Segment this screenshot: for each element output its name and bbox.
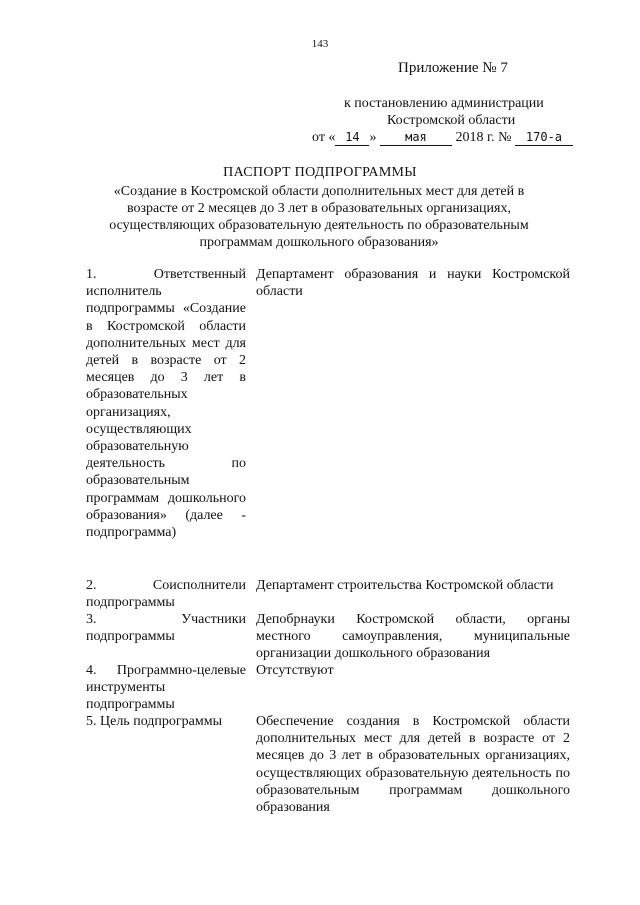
table-row (86, 266, 570, 577)
row-value: Департамент строительства Костромской области (256, 578, 554, 593)
row-value: Депобрнауки Костромской области, органы местного самоуправления, муниципальные организации дошкольного образования (256, 612, 570, 662)
row-label: 1. Ответственный исполнитель подпрограммы «Создание в Костромской области дополнительных мест для детей в возрасте от 2 месяцев до 3 лет в образовательных организациях, осуществляющих образовательную деятельность по образовательным программам дошкольного образования» (далее - подпрограмма) (86, 267, 246, 541)
page-number: 143 (311, 38, 329, 50)
date-month: мая (380, 130, 452, 146)
row-label: 3. Участники подпрограммы (86, 612, 246, 645)
passport-title: ПАСПОРТ ПОДПРОГРАММЫ (223, 165, 417, 180)
appendix-label: Приложение № 7 (398, 60, 508, 76)
table-row (86, 713, 570, 816)
row-value: Департамент образования и науки Костромской области (256, 267, 570, 300)
date-prefix: от « (312, 130, 336, 145)
table-row (86, 577, 570, 611)
date-mid: » (369, 130, 377, 145)
resolution-number: 170-а (515, 130, 573, 146)
resolution-reference: к постановлению администрации (344, 96, 544, 111)
row-label: 4. Программно-целевые инструменты подпрограммы (86, 663, 246, 713)
row-value: Обеспечение создания в Костромской области дополнительных мест для детей в возрасте от 2 месяцев до 3 лет в образовательных организациях, осуществляющих образовательную деятельность по образовательным программам дошкольного образования (256, 714, 570, 816)
row-value: Отсутствуют (256, 663, 334, 678)
passport-table (86, 266, 570, 816)
table-row (86, 662, 570, 713)
subprogram-name: «Создание в Костромской области дополнительных мест для детей в возрасте от 2 месяцев до 3 лет в образовательных организациях, осуществляющих образовательную деятельность по образовательным программам дошкольного образования» (109, 184, 529, 250)
row-label: 5. Цель подпрограммы (86, 714, 222, 729)
date-day: 14 (335, 130, 369, 146)
row-label: 2. Соисполнители подпрограммы (86, 578, 246, 611)
resolution-date (312, 130, 573, 146)
date-year: 2018 г. № (455, 130, 512, 145)
resolution-region: Костромской области (387, 113, 516, 128)
table-row (86, 611, 570, 662)
